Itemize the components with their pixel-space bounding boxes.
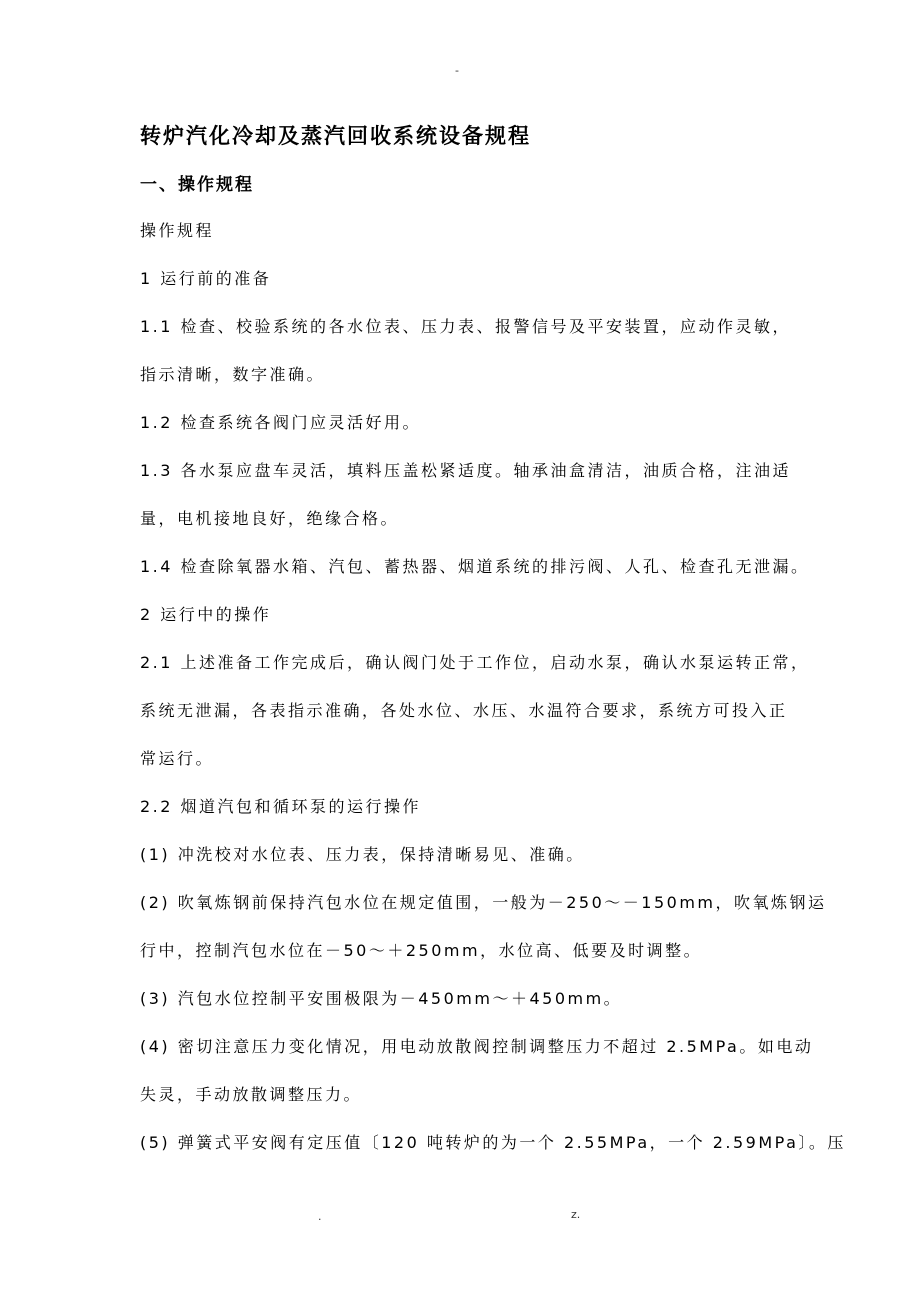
body-line: (2) 吹氧炼钢前保持汽包水位在规定值围，一般为－250～－150mm，吹氧炼钢运 [140,893,827,912]
body-line: 1.1 检查、校验系统的各水位表、压力表、报警信号及平安装置，应动作灵敏， [140,317,792,336]
section-heading: 一、操作规程 [140,175,254,195]
body-line: 1 运行前的准备 [140,269,272,288]
body-line: 2.2 烟道汽包和循环泵的运行操作 [140,797,422,816]
body-line: 系统无泄漏，各表指示准确，各处水位、水压、水温符合要求，系统方可投入正 [140,701,788,720]
footer-right-mark: z. [571,1208,581,1221]
document-title: 转炉汽化冷却及蒸汽回收系统设备规程 [140,124,531,148]
body-line: 1.2 检查系统各阀门应灵活好用。 [140,413,422,432]
body-line: (5) 弹簧式平安阀有定压值〔120 吨转炉的为一个 2.55MPa，一个 2.59MPa〕。压 [140,1133,846,1152]
body-line: 1.4 检查除氧器水箱、汽包、蓄热器、烟道系统的排污阀、人孔、检查孔无泄漏。 [140,557,810,576]
body-line: 1.3 各水泵应盘车灵活，填料压盖松紧适度。轴承油盒清洁，油质合格，注油适 [140,461,792,480]
body-line: 失灵，手动放散调整压力。 [140,1085,363,1104]
document-body [140,207,846,1167]
body-line: 常运行。 [140,749,215,768]
header-mark: - [455,64,459,77]
body-line: (3) 汽包水位控制平安围极限为－450mm～＋450mm。 [140,989,623,1008]
body-line: 指示清晰，数字准确。 [140,365,326,384]
body-line: (4) 密切注意压力变化情况，用电动放散阀控制调整压力不超过 2.5MPa。如电动 [140,1037,814,1056]
body-line: (1) 冲洗校对水位表、压力表，保持清晰易见、准确。 [140,845,585,864]
body-line: 操作规程 [140,221,215,240]
body-line: 2.1 上述准备工作完成后，确认阀门处于工作位，启动水泵，确认水泵运转正常， [140,653,810,672]
body-line: 2 运行中的操作 [140,605,272,624]
body-line: 行中，控制汽包水位在－50～＋250mm，水位高、低要及时调整。 [140,941,703,960]
footer-left-mark: . [318,1210,322,1223]
body-line: 量，电机接地良好，绝缘合格。 [140,509,400,528]
